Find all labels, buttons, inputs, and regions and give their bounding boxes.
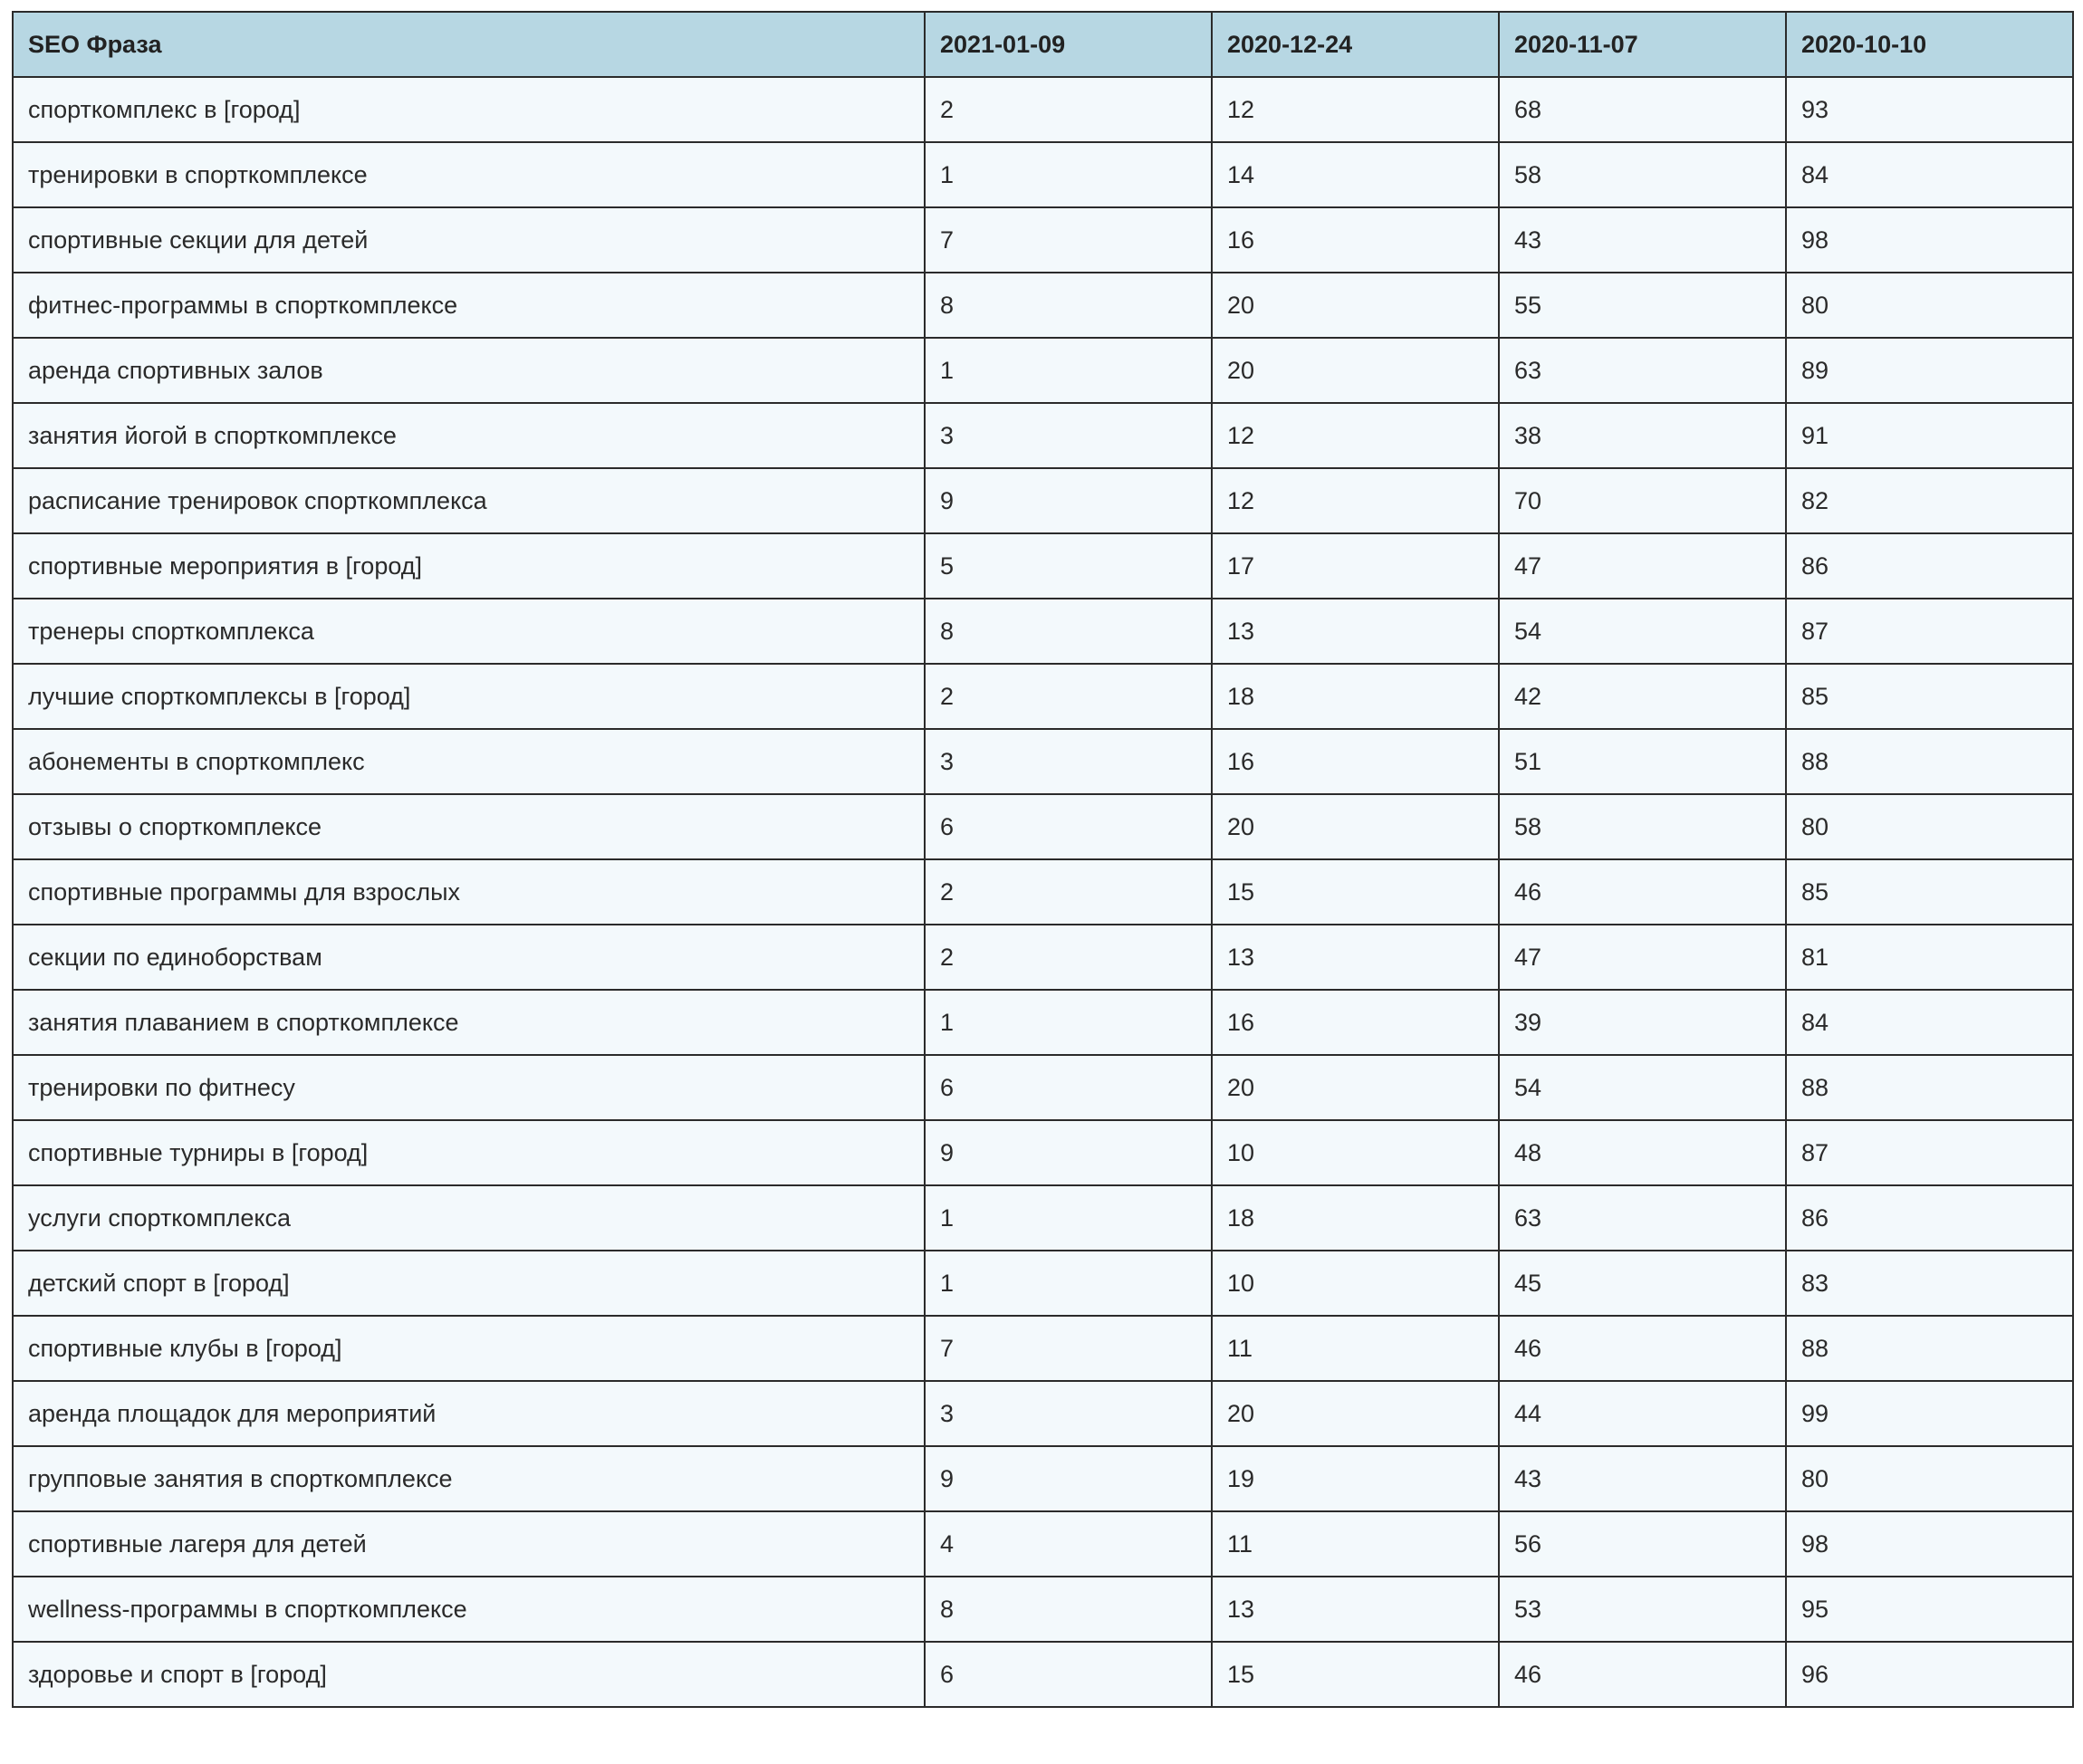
cell-position: 89 <box>1786 338 2073 403</box>
cell-position: 58 <box>1499 794 1786 859</box>
cell-seo-phrase: спортивные клубы в [город] <box>13 1316 925 1381</box>
cell-position: 68 <box>1499 77 1786 142</box>
cell-position: 85 <box>1786 859 2073 925</box>
cell-position: 1 <box>925 1251 1212 1316</box>
table-row <box>13 273 2073 338</box>
cell-position: 10 <box>1212 1251 1499 1316</box>
table-row <box>13 468 2073 533</box>
cell-position: 53 <box>1499 1577 1786 1642</box>
cell-position: 12 <box>1212 77 1499 142</box>
table-row <box>13 403 2073 468</box>
cell-position: 11 <box>1212 1511 1499 1577</box>
cell-position: 63 <box>1499 1185 1786 1251</box>
table-row <box>13 1251 2073 1316</box>
cell-position: 80 <box>1786 273 2073 338</box>
cell-position: 58 <box>1499 142 1786 207</box>
table-row <box>13 1316 2073 1381</box>
cell-position: 43 <box>1499 1446 1786 1511</box>
cell-position: 84 <box>1786 990 2073 1055</box>
cell-position: 10 <box>1212 1120 1499 1185</box>
cell-seo-phrase: секции по единоборствам <box>13 925 925 990</box>
cell-position: 20 <box>1212 1055 1499 1120</box>
cell-position: 13 <box>1212 1577 1499 1642</box>
cell-position: 9 <box>925 468 1212 533</box>
cell-position: 6 <box>925 794 1212 859</box>
cell-seo-phrase: wellness-программы в спорткомплексе <box>13 1577 925 1642</box>
cell-position: 7 <box>925 1316 1212 1381</box>
cell-position: 42 <box>1499 664 1786 729</box>
cell-position: 17 <box>1212 533 1499 599</box>
cell-position: 8 <box>925 599 1212 664</box>
cell-position: 5 <box>925 533 1212 599</box>
table-row <box>13 925 2073 990</box>
cell-position: 47 <box>1499 925 1786 990</box>
cell-position: 88 <box>1786 729 2073 794</box>
table-row <box>13 533 2073 599</box>
cell-position: 3 <box>925 729 1212 794</box>
cell-seo-phrase: спортивные лагеря для детей <box>13 1511 925 1577</box>
header-date-2: 2020-12-24 <box>1212 12 1499 77</box>
cell-position: 86 <box>1786 1185 2073 1251</box>
cell-position: 2 <box>925 925 1212 990</box>
table-row <box>13 207 2073 273</box>
cell-position: 81 <box>1786 925 2073 990</box>
cell-position: 7 <box>925 207 1212 273</box>
cell-seo-phrase: тренировки в спорткомплексе <box>13 142 925 207</box>
cell-position: 88 <box>1786 1316 2073 1381</box>
cell-position: 95 <box>1786 1577 2073 1642</box>
cell-position: 54 <box>1499 599 1786 664</box>
table-row <box>13 1055 2073 1120</box>
table-row <box>13 664 2073 729</box>
cell-position: 56 <box>1499 1511 1786 1577</box>
cell-position: 43 <box>1499 207 1786 273</box>
cell-position: 47 <box>1499 533 1786 599</box>
cell-position: 11 <box>1212 1316 1499 1381</box>
cell-position: 93 <box>1786 77 2073 142</box>
cell-seo-phrase: групповые занятия в спорткомплексе <box>13 1446 925 1511</box>
cell-position: 1 <box>925 1185 1212 1251</box>
cell-position: 13 <box>1212 599 1499 664</box>
cell-position: 16 <box>1212 207 1499 273</box>
cell-position: 8 <box>925 273 1212 338</box>
cell-position: 39 <box>1499 990 1786 1055</box>
cell-position: 20 <box>1212 1381 1499 1446</box>
cell-position: 8 <box>925 1577 1212 1642</box>
cell-position: 9 <box>925 1120 1212 1185</box>
cell-position: 86 <box>1786 533 2073 599</box>
cell-position: 20 <box>1212 273 1499 338</box>
cell-position: 80 <box>1786 794 2073 859</box>
cell-position: 46 <box>1499 1642 1786 1707</box>
cell-position: 44 <box>1499 1381 1786 1446</box>
cell-position: 91 <box>1786 403 2073 468</box>
table-row <box>13 1446 2073 1511</box>
cell-position: 46 <box>1499 1316 1786 1381</box>
cell-position: 19 <box>1212 1446 1499 1511</box>
cell-position: 1 <box>925 142 1212 207</box>
table-row <box>13 1642 2073 1707</box>
header-seo-phrase: SEO Фраза <box>13 12 925 77</box>
cell-position: 18 <box>1212 664 1499 729</box>
cell-position: 84 <box>1786 142 2073 207</box>
cell-seo-phrase: тренировки по фитнесу <box>13 1055 925 1120</box>
cell-seo-phrase: спортивные турниры в [город] <box>13 1120 925 1185</box>
cell-position: 14 <box>1212 142 1499 207</box>
table-row <box>13 1185 2073 1251</box>
cell-seo-phrase: детский спорт в [город] <box>13 1251 925 1316</box>
header-date-4: 2020-10-10 <box>1786 12 2073 77</box>
cell-position: 6 <box>925 1055 1212 1120</box>
cell-seo-phrase: расписание тренировок спорткомплекса <box>13 468 925 533</box>
cell-position: 16 <box>1212 990 1499 1055</box>
cell-position: 13 <box>1212 925 1499 990</box>
cell-position: 15 <box>1212 1642 1499 1707</box>
cell-position: 2 <box>925 664 1212 729</box>
table-body <box>13 77 2073 1707</box>
cell-seo-phrase: спортивные программы для взрослых <box>13 859 925 925</box>
cell-position: 46 <box>1499 859 1786 925</box>
header-row <box>13 12 2073 77</box>
cell-position: 54 <box>1499 1055 1786 1120</box>
table-row <box>13 1577 2073 1642</box>
table-row <box>13 599 2073 664</box>
cell-position: 96 <box>1786 1642 2073 1707</box>
cell-seo-phrase: занятия йогой в спорткомплексе <box>13 403 925 468</box>
cell-position: 82 <box>1786 468 2073 533</box>
table-header <box>13 12 2073 77</box>
cell-position: 87 <box>1786 599 2073 664</box>
cell-seo-phrase: спортивные секции для детей <box>13 207 925 273</box>
cell-position: 80 <box>1786 1446 2073 1511</box>
cell-position: 2 <box>925 859 1212 925</box>
table-row <box>13 142 2073 207</box>
cell-position: 20 <box>1212 794 1499 859</box>
cell-position: 12 <box>1212 468 1499 533</box>
cell-position: 2 <box>925 77 1212 142</box>
cell-seo-phrase: тренеры спорткомплекса <box>13 599 925 664</box>
header-date-1: 2021-01-09 <box>925 12 1212 77</box>
table-row <box>13 990 2073 1055</box>
cell-seo-phrase: лучшие спорткомплексы в [город] <box>13 664 925 729</box>
cell-seo-phrase: здоровье и спорт в [город] <box>13 1642 925 1707</box>
table-row <box>13 794 2073 859</box>
cell-position: 63 <box>1499 338 1786 403</box>
cell-seo-phrase: услуги спорткомплекса <box>13 1185 925 1251</box>
cell-seo-phrase: аренда площадок для мероприятий <box>13 1381 925 1446</box>
cell-position: 15 <box>1212 859 1499 925</box>
cell-position: 70 <box>1499 468 1786 533</box>
cell-seo-phrase: спорткомплекс в [город] <box>13 77 925 142</box>
cell-position: 88 <box>1786 1055 2073 1120</box>
cell-position: 3 <box>925 403 1212 468</box>
cell-position: 18 <box>1212 1185 1499 1251</box>
cell-seo-phrase: отзывы о спорткомплексе <box>13 794 925 859</box>
cell-position: 55 <box>1499 273 1786 338</box>
cell-position: 99 <box>1786 1381 2073 1446</box>
table-row <box>13 77 2073 142</box>
cell-position: 16 <box>1212 729 1499 794</box>
cell-position: 12 <box>1212 403 1499 468</box>
cell-position: 98 <box>1786 207 2073 273</box>
cell-position: 85 <box>1786 664 2073 729</box>
cell-seo-phrase: спортивные мероприятия в [город] <box>13 533 925 599</box>
cell-position: 38 <box>1499 403 1786 468</box>
cell-position: 6 <box>925 1642 1212 1707</box>
cell-position: 87 <box>1786 1120 2073 1185</box>
table-row <box>13 1381 2073 1446</box>
cell-position: 83 <box>1786 1251 2073 1316</box>
cell-position: 98 <box>1786 1511 2073 1577</box>
cell-position: 48 <box>1499 1120 1786 1185</box>
cell-position: 51 <box>1499 729 1786 794</box>
cell-seo-phrase: фитнес-программы в спорткомплексе <box>13 273 925 338</box>
table-row <box>13 859 2073 925</box>
cell-position: 4 <box>925 1511 1212 1577</box>
cell-position: 20 <box>1212 338 1499 403</box>
seo-positions-table <box>12 11 2074 1708</box>
cell-position: 1 <box>925 990 1212 1055</box>
table-row <box>13 1511 2073 1577</box>
cell-seo-phrase: абонементы в спорткомплекс <box>13 729 925 794</box>
cell-seo-phrase: занятия плаванием в спорткомплексе <box>13 990 925 1055</box>
cell-position: 1 <box>925 338 1212 403</box>
table-row <box>13 338 2073 403</box>
table-row <box>13 729 2073 794</box>
cell-position: 9 <box>925 1446 1212 1511</box>
cell-position: 45 <box>1499 1251 1786 1316</box>
table-row <box>13 1120 2073 1185</box>
cell-seo-phrase: аренда спортивных залов <box>13 338 925 403</box>
header-date-3: 2020-11-07 <box>1499 12 1786 77</box>
cell-position: 3 <box>925 1381 1212 1446</box>
